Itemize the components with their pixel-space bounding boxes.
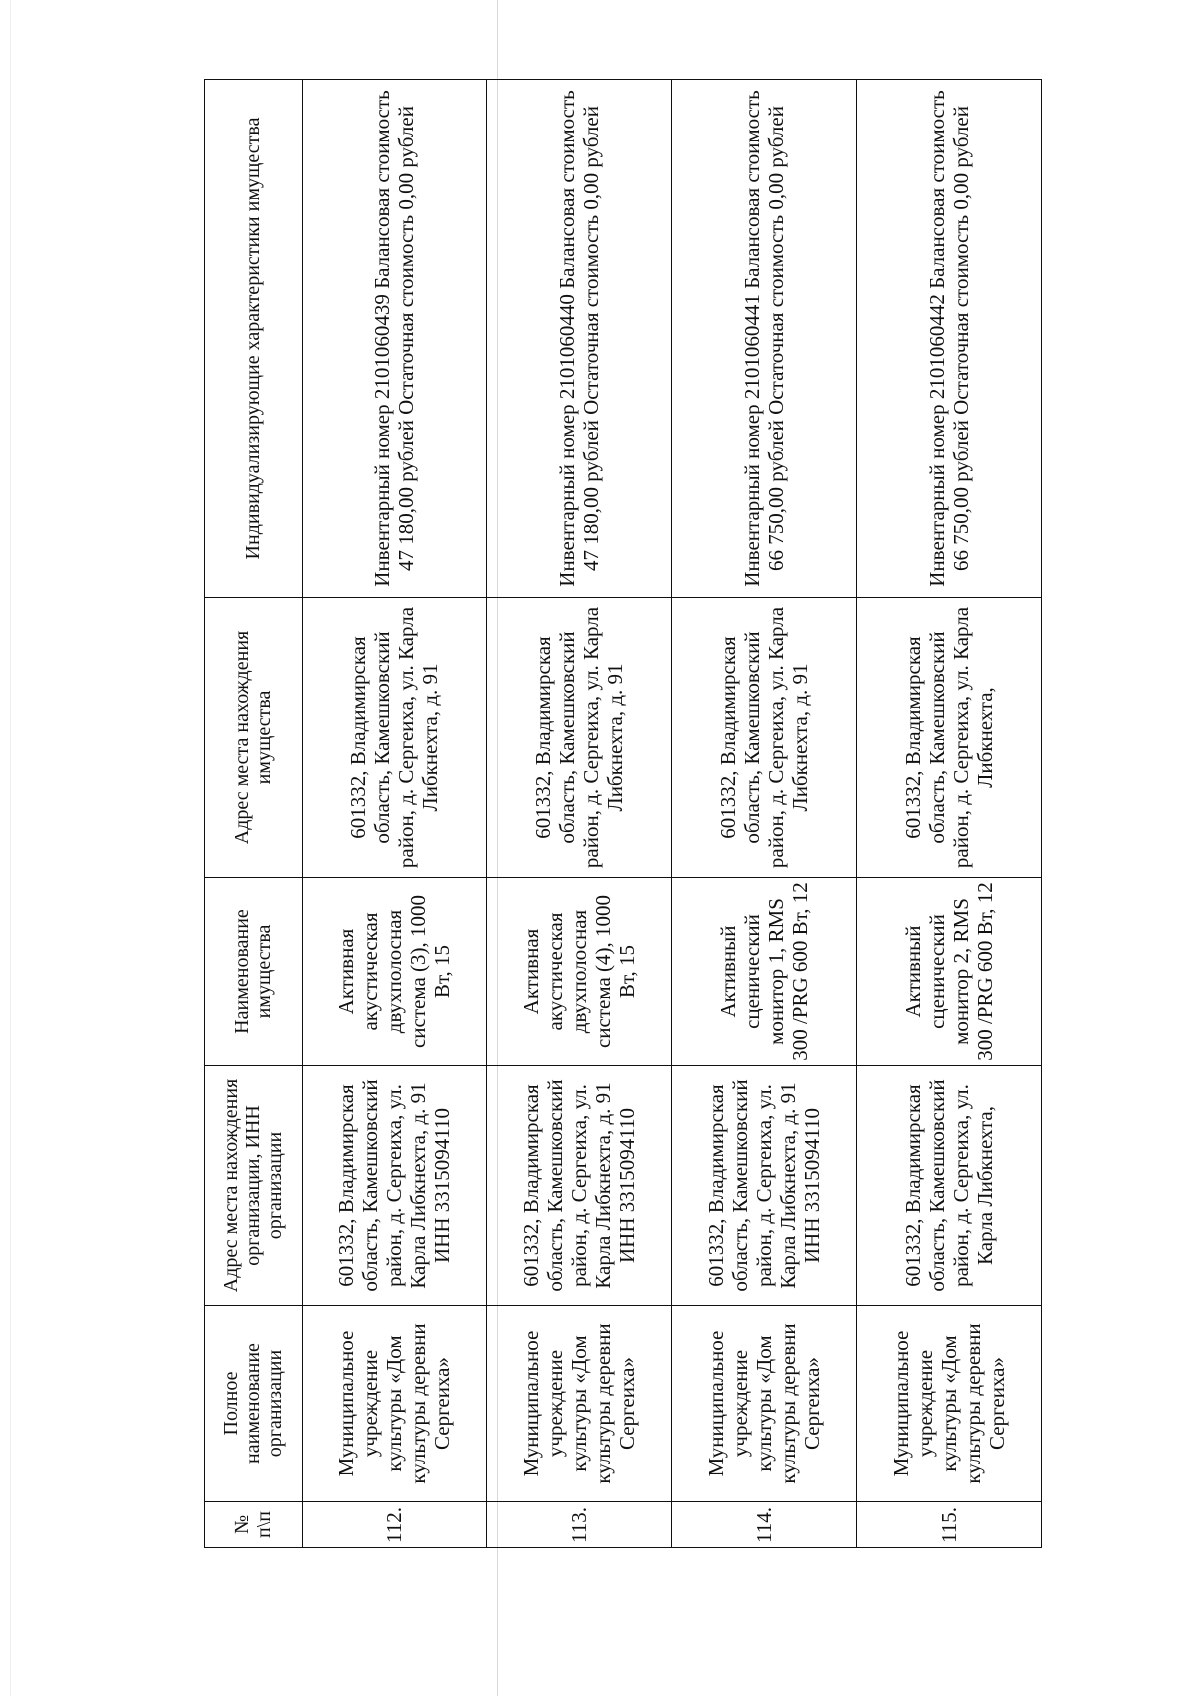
header-num: № п\п: [205, 1502, 303, 1548]
table-row: [672, 80, 857, 1548]
row-num: 114.: [672, 1502, 857, 1548]
item-addr: 601332, Владимирская область, Камешковский район, д. Сергеиха, ул. Карла Либкнехта, д. 91: [672, 598, 857, 878]
item-addr: 601332, Владимирская область, Камешковский район, д. Сергеиха, ул. Карла Либкнехта, д. 91: [487, 598, 672, 878]
item-name: Активная акустическая двухполосная система (3), 1000 Вт, 15: [302, 878, 487, 1066]
row-num: 112.: [302, 1502, 487, 1548]
item-name: Активный сценический монитор 1, RMS 300 /PRG 600 Вт, 12: [672, 878, 857, 1066]
item-chars: Инвентарный номер 2101060442 Балансовая стоимость 66 750,00 рублей Остаточная стоимость 0,00 рублей: [857, 80, 1042, 598]
header-row: [205, 80, 303, 1548]
header-item-addr: Адрес места нахождения имущества: [205, 598, 303, 878]
row-num: 113.: [487, 1502, 672, 1548]
item-chars: Инвентарный номер 2101060440 Балансовая стоимость 47 180,00 рублей Остаточная стоимость 0,00 рублей: [487, 80, 672, 598]
item-name: Активный сценический монитор 2, RMS 300 /PRG 600 Вт, 12: [857, 878, 1042, 1066]
header-org-addr: Адрес места нахождения организации, ИНН организации: [205, 1066, 303, 1306]
table-row: [302, 80, 487, 1548]
item-addr: 601332, Владимирская область, Камешковский район, д. Сергеиха, ул. Карла Либкнехта, д. 91: [302, 598, 487, 878]
item-chars: Инвентарный номер 2101060439 Балансовая стоимость 47 180,00 рублей Остаточная стоимость 0,00 рублей: [302, 80, 487, 598]
property-table: [204, 79, 1042, 1548]
item-addr: 601332, Владимирская область, Камешковский район, д. Сергеиха, ул. Карла Либкнехта,: [857, 598, 1042, 878]
org-name: Муниципальное учреждение культуры «Дом культуры деревни Сергеиха»: [487, 1306, 672, 1502]
org-addr: 601332, Владимирская область, Камешковский район, д. Сергеиха, ул. Карла Либкнехта, д. 91 ИНН 3315094110: [302, 1066, 487, 1306]
org-name: Муниципальное учреждение культуры «Дом культуры деревни Сергеиха»: [857, 1306, 1042, 1502]
rotated-page: [204, 80, 1042, 1548]
row-num: 115.: [857, 1502, 1042, 1548]
item-name: Активная акустическая двухполосная система (4), 1000 Вт, 15: [487, 878, 672, 1066]
org-name: Муниципальное учреждение культуры «Дом культуры деревни Сергеиха»: [302, 1306, 487, 1502]
org-addr: 601332, Владимирская область, Камешковский район, д. Сергеиха, ул. Карла Либкнехта, д. 91 ИНН 3315094110: [672, 1066, 857, 1306]
table-row: [487, 80, 672, 1548]
scan-edge: [10, 0, 11, 1696]
header-item-name: Наименование имущества: [205, 878, 303, 1066]
org-addr: 601332, Владимирская область, Камешковский район, д. Сергеиха, ул. Карла Либкнехта,: [857, 1066, 1042, 1306]
org-name: Муниципальное учреждение культуры «Дом культуры деревни Сергеиха»: [672, 1306, 857, 1502]
table-row: [857, 80, 1042, 1548]
header-org-name: Полное наименование организации: [205, 1306, 303, 1502]
item-chars: Инвентарный номер 2101060441 Балансовая стоимость 66 750,00 рублей Остаточная стоимость 0,00 рублей: [672, 80, 857, 598]
header-chars: Индивидуализирующие характеристики имущества: [205, 80, 303, 598]
org-addr: 601332, Владимирская область, Камешковский район, д. Сергеиха, ул. Карла Либкнехта, д. 91 ИНН 3315094110: [487, 1066, 672, 1306]
